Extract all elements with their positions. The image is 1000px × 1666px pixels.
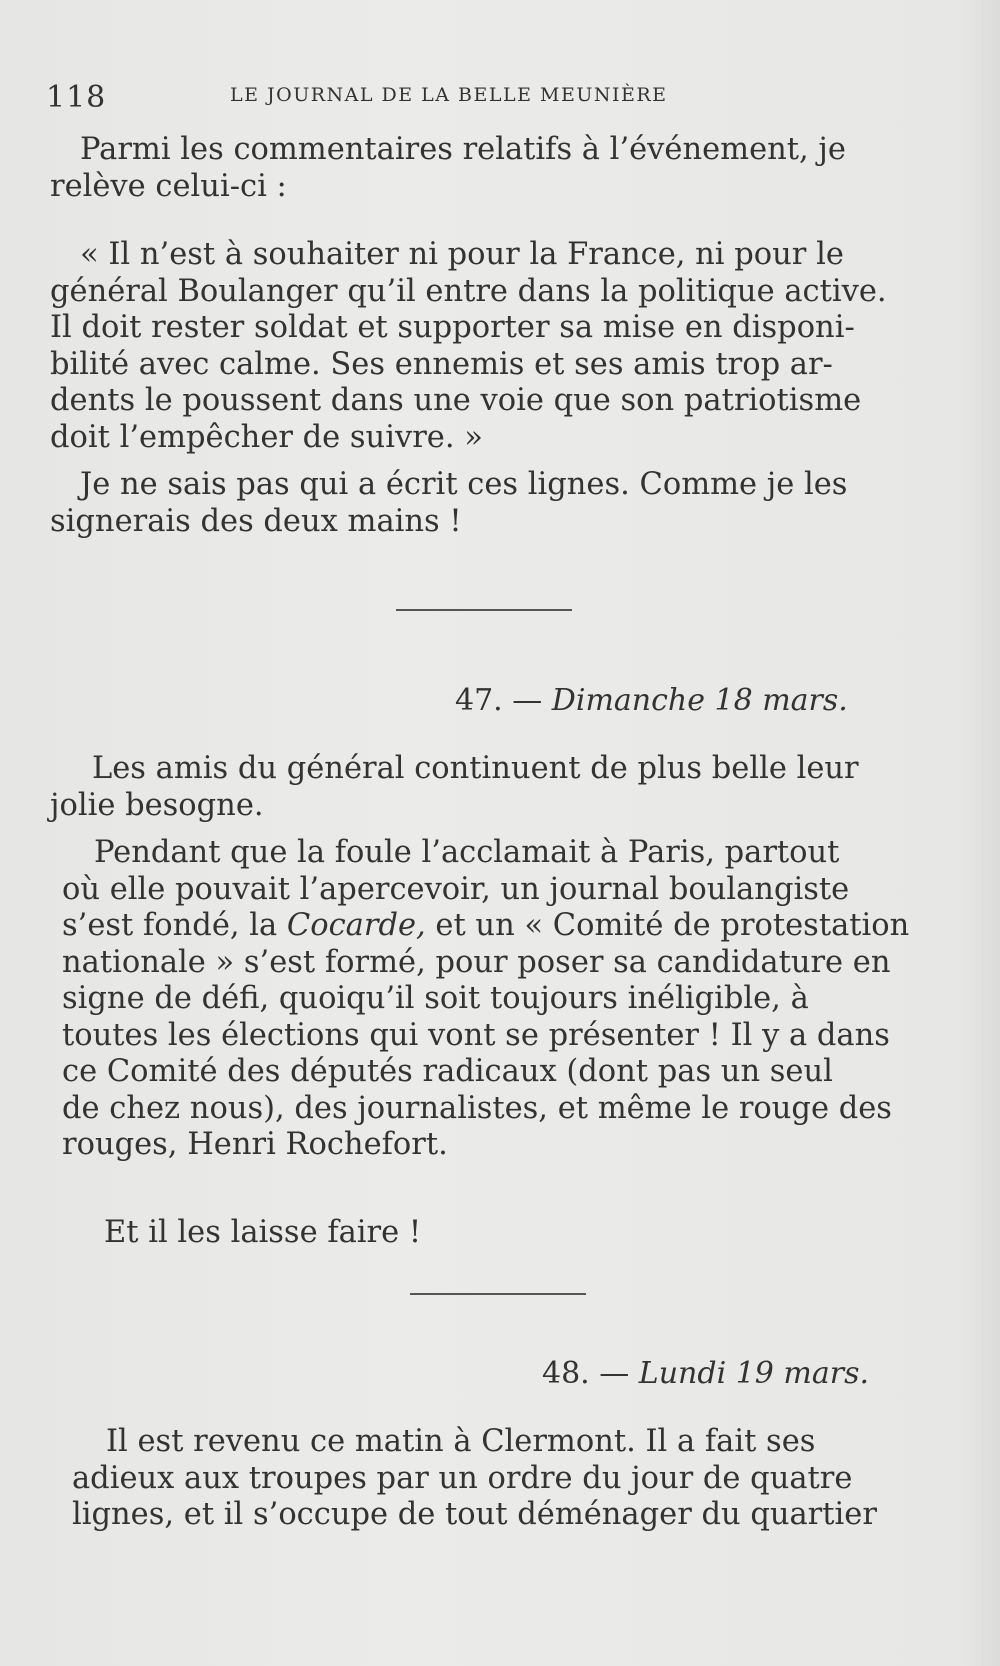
paragraph-comment <box>50 467 916 540</box>
text-line: « Il n’est à souhaiter ni pour la France, ni pour le <box>80 237 844 272</box>
quoted-paragraph <box>50 237 916 456</box>
entry-heading-48 <box>542 1356 869 1391</box>
text-line: bilité avec calme. Ses ennemis et ses amis trop ar- <box>50 346 833 382</box>
section-divider <box>410 1293 586 1295</box>
entry-date: Dimanche 18 mars. <box>551 683 848 718</box>
page-number: 118 <box>46 80 107 115</box>
paragraph-paris <box>62 835 920 1164</box>
text-line: Pendant que la foule l’acclamait à Paris, partout <box>94 835 840 870</box>
text-fragment: s’est fondé, la <box>62 908 287 943</box>
text-line: général Boulanger qu’il entre dans la politique active. <box>50 273 887 309</box>
text-line: Et il les laisse faire ! <box>104 1215 422 1250</box>
text-line: toutes les élections qui vont se présenter ! Il y a dans <box>62 1017 890 1053</box>
text-line: relève celui-ci : <box>50 168 287 204</box>
text-line: nationale » s’est formé, pour poser sa candidature en <box>62 944 891 980</box>
text-line: Il est revenu ce matin à Clermont. Il a fait ses <box>106 1424 816 1459</box>
entry-heading-47 <box>455 683 848 718</box>
section-divider <box>396 609 572 611</box>
text-fragment: et un « Comité de protestation <box>425 908 910 943</box>
text-line: ce Comité des députés radicaux (dont pas un seul <box>62 1054 833 1089</box>
text-line <box>62 908 920 945</box>
text-line: jolie besogne. <box>50 787 264 823</box>
paragraph-lets-them <box>104 1215 704 1252</box>
running-title: LE JOURNAL DE LA BELLE MEUNIÈRE <box>230 84 668 106</box>
newspaper-title: Cocarde, <box>286 908 426 943</box>
text-line: dents le poussent dans une voie que son patriotisme <box>50 383 862 418</box>
text-line: Il doit rester soldat et supporter sa mise en disponi- <box>50 310 855 345</box>
text-line: signe de défi, quoiqu’il soit toujours inéligible, à <box>62 981 809 1016</box>
text-line: adieux aux troupes par un ordre du jour de quatre <box>72 1460 853 1496</box>
paragraph-friends <box>50 751 916 824</box>
entry-number: 47. — <box>455 683 543 718</box>
entry-date: Lundi 19 mars. <box>638 1356 870 1391</box>
paragraph-clermont <box>72 1424 932 1534</box>
text-line: rouges, Henri Rochefort. <box>62 1127 448 1162</box>
text-line: où elle pouvait l’apercevoir, un journal boulangiste <box>62 871 850 907</box>
text-line: Les amis du général continuent de plus belle leur <box>92 751 859 786</box>
entry-number: 48. — <box>542 1356 630 1391</box>
text-line: Parmi les commentaires relatifs à l’événement, je <box>80 132 846 167</box>
text-line: doit l’empêcher de suivre. » <box>50 419 483 455</box>
paragraph-intro <box>50 132 916 205</box>
text-line: signerais des deux mains ! <box>50 503 462 539</box>
text-line: de chez nous), des journalistes, et même le rouge des <box>62 1090 892 1126</box>
page-header <box>46 80 946 115</box>
text-line: lignes, et il s’occupe de tout déménager du quartier <box>72 1497 877 1532</box>
text-line: Je ne sais pas qui a écrit ces lignes. Comme je les <box>80 467 848 502</box>
